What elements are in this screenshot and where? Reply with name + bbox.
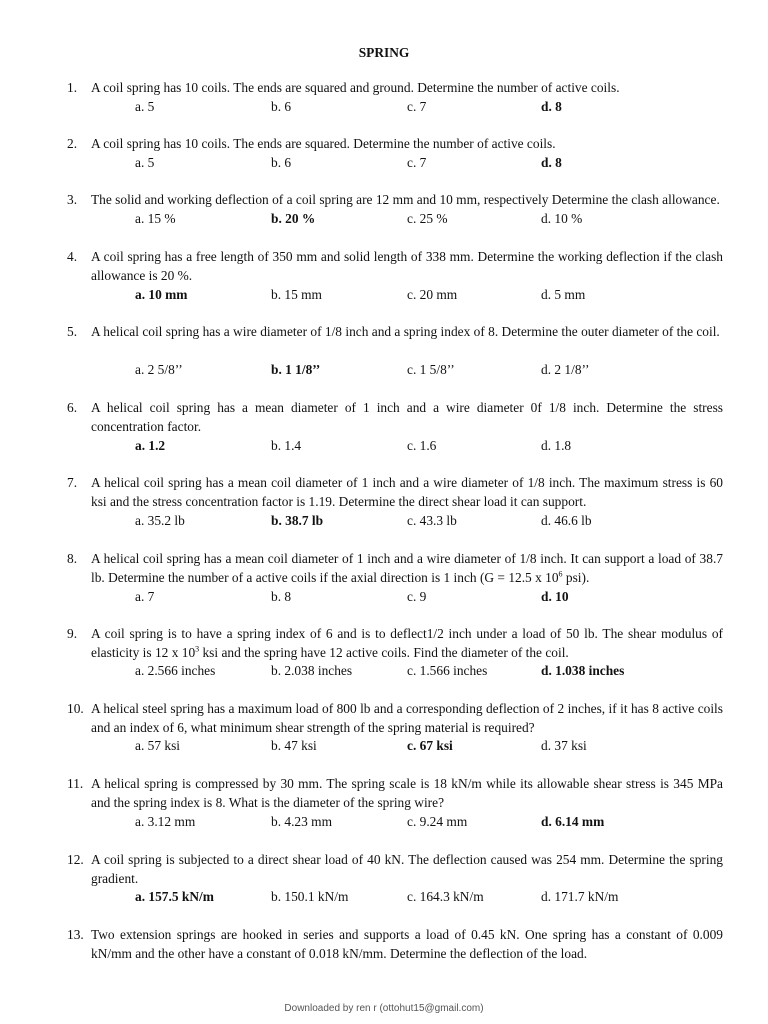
answer-option: c. 1 5/8’’ [407,362,455,377]
answer-option: a. 2 5/8’’ [135,362,183,377]
answer-option: c. 20 mm [407,287,458,302]
question-text: A coil spring has 10 coils. The ends are squared. Determine the number of active coils. [91,136,556,151]
question-text-part: A helical coil spring has a mean coil diameter of 1 inch and a wire diameter of 1/8 inch. It can support a load of 38.7 lb. Determine the number of a active coils if the axial direction is 1 inch (G = 12.5 x 10 [91,551,723,585]
answer-option: b. 47 ksi [271,738,317,753]
answer-option: b. 15 mm [271,287,322,302]
question-text: The solid and working deflection of a coil spring are 12 mm and 10 mm, respectively Determine the clash allowance. [91,192,720,207]
answer-option: a. 15 % [135,211,176,226]
answer-option: c. 7 [407,155,427,170]
question-text: A helical coil spring has a wire diameter of 1/8 inch and a spring index of 8. Determine the outer diameter of the coil. [91,324,720,339]
answer-option-correct: c. 67 ksi [407,738,453,753]
question-number: 4. [67,249,78,264]
answer-options [0,285,768,304]
answer-option: a. 7 [135,589,155,604]
answer-options [0,661,768,680]
question-text: A helical coil spring has a mean diameter of 1 inch and a wire diameter 0f 1/8 inch. Determine the stress concentration factor. [91,400,723,434]
question-number: 3. [67,192,78,207]
answer-option: a. 57 ksi [135,738,181,753]
question-number: 10. [67,701,84,716]
answer-option: a. 5 [135,155,155,170]
answer-option: d. 5 mm [541,287,586,302]
question-text-part: psi). [562,570,590,585]
answer-option: d. 10 % [541,211,583,226]
answer-option-correct: d. 8 [541,155,562,170]
question-number: 7. [67,475,78,490]
question-text: A helical spring is compressed by 30 mm. The spring scale is 18 kN/m while its allowable shear stress is 345 MPa and the spring index is 8. What is the diameter of the spring wire? [91,776,723,810]
answer-option-correct: b. 38.7 lb [271,513,324,528]
question-number: 6. [67,400,78,415]
question-text: A coil spring is subjected to a direct shear load of 40 kN. The deflection caused was 254 mm. Determine the spring gradient. [91,852,723,886]
answer-option-correct: a. 1.2 [135,438,166,453]
question-text: A coil spring has a free length of 350 mm and solid length of 338 mm. Determine the working deflection if the clash allowance is 20 %. [91,249,723,283]
page-title: SPRING [358,45,410,60]
answer-option: c. 43.3 lb [407,513,457,528]
question-number: 13. [67,927,84,942]
question-number: 2. [67,136,78,151]
question-text-part: A coil spring is to have a spring index of 6 and is to deflect1/2 inch under a load of 50 lb. The shear modulus of elasticity is 12 x 10 [91,626,723,660]
answer-options [0,887,768,906]
answer-option-correct: d. 1.038 inches [541,663,625,678]
answer-option: c. 1.6 [407,438,437,453]
question-number: 11. [67,776,84,791]
question-text-part: ksi and the spring have 12 active coils. Find the diameter of the coil. [199,645,569,660]
answer-option: b. 6 [271,99,292,114]
question-text [91,624,723,662]
answer-option: a. 2.566 inches [135,663,216,678]
answer-option: d. 1.8 [541,438,572,453]
answer-option: c. 9.24 mm [407,814,468,829]
answer-option-correct: d. 10 [541,589,569,604]
answer-options [0,436,768,455]
answer-option-correct: a. 157.5 kN/m [135,889,214,904]
answer-option-correct: b. 1 1/8’’ [271,362,321,377]
question-number: 8. [67,551,78,566]
question-number: 1. [67,80,78,95]
answer-option: d. 46.6 lb [541,513,592,528]
question-text: A helical steel spring has a maximum load of 800 lb and a corresponding deflection of 2 inches, if it has 8 active coils and an index of 6, what minimum shear strength of the spring material is required? [91,701,723,735]
answer-option: b. 6 [271,155,292,170]
answer-options [0,97,768,116]
answer-option: c. 1.566 inches [407,663,488,678]
exponent: 6 [558,569,563,579]
answer-option: b. 2.038 inches [271,663,353,678]
answer-option: c. 7 [407,99,427,114]
answer-option: c. 9 [407,589,427,604]
answer-option: a. 5 [135,99,155,114]
answer-option: b. 8 [271,589,292,604]
answer-option: b. 4.23 mm [271,814,333,829]
download-footer: Downloaded by ren r (ottohut15@gmail.com) [284,1003,484,1014]
answer-option: a. 35.2 lb [135,513,185,528]
question-text [91,549,723,587]
answer-option: a. 3.12 mm [135,814,196,829]
answer-option: c. 25 % [407,211,448,226]
exponent: 3 [195,644,200,654]
question-text: Two extension springs are hooked in series and supports a load of 0.45 kN. One spring has a constant of 0.009 kN/mm and the other have a constant of 0.018 kN/mm. Determine the deflection of the load. [91,927,723,961]
answer-options [0,587,768,606]
question-number: 12. [67,852,84,867]
answer-option-correct: a. 10 mm [135,287,188,302]
answer-options [0,209,768,228]
answer-option: c. 164.3 kN/m [407,889,484,904]
answer-option: d. 37 ksi [541,738,587,753]
answer-option: d. 171.7 kN/m [541,889,619,904]
question-number: 9. [67,626,78,641]
question-text: A coil spring has 10 coils. The ends are squared and ground. Determine the number of active coils. [91,80,620,95]
answer-option-correct: d. 8 [541,99,562,114]
answer-option: b. 1.4 [271,438,302,453]
answer-option-correct: b. 20 % [271,211,316,226]
answer-options [0,360,768,379]
question-text: A helical coil spring has a mean coil diameter of 1 inch and a wire diameter of 1/8 inch. The maximum stress is 60 ksi and the stress concentration factor is 1.19. Determine the direct shear load it can support. [91,475,723,509]
answer-options [0,736,768,755]
answer-option: d. 2 1/8’’ [541,362,590,377]
answer-options [0,153,768,172]
answer-options [0,511,768,530]
answer-option-correct: d. 6.14 mm [541,814,605,829]
answer-options [0,812,768,831]
question-number: 5. [67,324,78,339]
answer-option: b. 150.1 kN/m [271,889,349,904]
